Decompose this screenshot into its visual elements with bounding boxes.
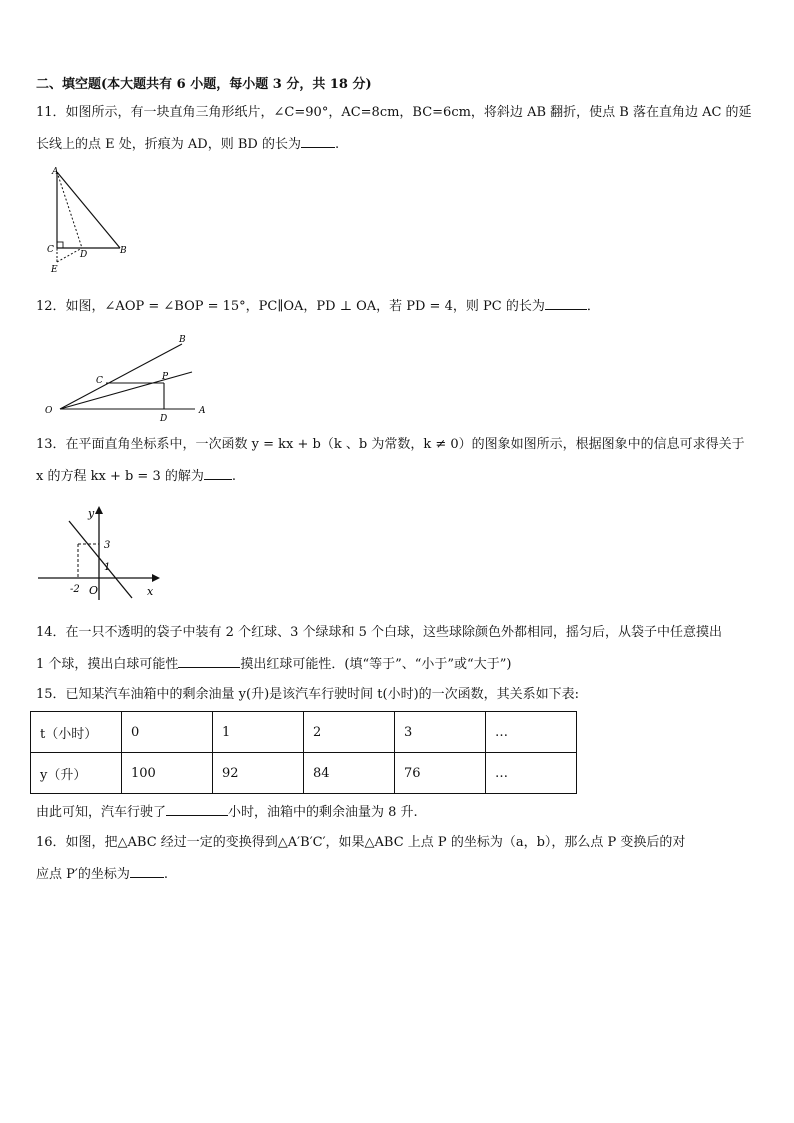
q11-line2: [36, 135, 339, 154]
q11-label-A: A: [52, 167, 59, 177]
q13-text: x 的方程 kx + b = 3 的解为: [36, 469, 204, 484]
table-cell: 0: [122, 712, 213, 753]
q13-end: .: [231, 469, 236, 484]
q13-figure: [36, 500, 166, 604]
q11-text: 长线上的点 E 处，折痕为 AD，则 BD 的长为: [36, 137, 301, 152]
q11-label-C: C: [47, 245, 54, 255]
q11-figure: [40, 160, 140, 275]
table-cell: 3: [395, 712, 486, 753]
table-cell: 84: [304, 753, 395, 794]
q12-label-C: C: [96, 376, 103, 386]
table-cell: 2: [304, 712, 395, 753]
q14-answer-blank: [178, 655, 240, 668]
table-cell: 1: [213, 712, 304, 753]
q13-line2: [36, 467, 236, 486]
q16-line2: [36, 865, 168, 884]
q12-label-B: B: [179, 335, 186, 345]
q13-label-y: y: [88, 507, 95, 520]
q16-answer-blank: [130, 865, 164, 878]
q11-answer-blank: [301, 135, 335, 148]
q12-line1: [36, 297, 600, 316]
table-row: [31, 753, 577, 794]
q13-label-1: 1: [104, 562, 111, 573]
q11-label-B: B: [120, 246, 127, 256]
table-row: [31, 712, 577, 753]
q12-label-P: P: [162, 372, 169, 382]
q16-end: .: [163, 867, 168, 882]
q12-label-A: A: [199, 406, 206, 416]
section-title: 二、填空题(本大题共有 6 小题，每小题 3 分，共 18 分): [36, 77, 372, 92]
q13-label-x: x: [147, 585, 154, 598]
q13-line1: 13．在平面直角坐标系中，一次函数 y = kx + b（k 、b 为常数，k ≠ 0）的图象如图所示，根据图象中的信息可求得关于: [36, 437, 745, 452]
table-cell: 100: [122, 753, 213, 794]
q12-figure: [40, 330, 220, 422]
q11-end: .: [334, 137, 340, 152]
q13-answer-blank: [204, 467, 232, 480]
q16-text: 应点 P′的坐标为: [36, 867, 130, 882]
q12-text: 12．如图，∠AOP = ∠BOP = 15°，PC∥OA，PD ⊥ OA，若 PD = 4，则 PC 的长为: [36, 299, 545, 314]
table-cell: …: [486, 753, 577, 794]
q13-label-origin: O: [89, 584, 99, 597]
q14-line2: [36, 655, 511, 674]
q15-text-a: 由此可知，汽车行驶了: [36, 805, 167, 820]
table-cell: y（升）: [31, 753, 122, 794]
q11-label-E: E: [51, 265, 58, 275]
q15-text-b: 小时，油箱中的剩余油量为 8 升.: [228, 805, 418, 820]
q16-line1: 16．如图，把△ABC 经过一定的变换得到△A′B′C′，如果△ABC 上点 P 的坐标为（a，b），那么点 P 变换后的对: [36, 835, 686, 850]
q12-label-O: O: [45, 406, 53, 416]
table-cell: …: [486, 712, 577, 753]
q15-answer-blank: [166, 803, 228, 816]
q15-line1: 15．已知某汽车油箱中的剩余油量 y(升)是该汽车行驶时间 t(小时)的一次函数，其关系如下表:: [36, 687, 580, 702]
q12-answer-blank: [545, 297, 587, 310]
q14-line1: 14．在一只不透明的袋子中装有 2 个红球、3 个绿球和 5 个白球，这些球除颜色外都相同，摇匀后，从袋子中任意摸出: [36, 625, 723, 640]
q11-line1: 11．如图所示，有一块直角三角形纸片，∠C=90°，AC=8cm，BC=6cm，将斜边 AB 翻折，使点 B 落在直角边 AC 的延: [36, 105, 752, 120]
q14-text-b: 摸出红球可能性．(填“等于”、“小于”或“大于”): [240, 657, 512, 672]
q11-label-D: D: [80, 250, 88, 260]
q13-label-neg2: -2: [70, 584, 80, 595]
q13-label-3: 3: [104, 540, 111, 551]
q15-line2: [36, 803, 418, 822]
table-cell: 92: [213, 753, 304, 794]
q15-table: [30, 711, 577, 794]
table-cell: t（小时）: [31, 712, 122, 753]
table-cell: 76: [395, 753, 486, 794]
q14-text-a: 1 个球，摸出白球可能性: [36, 657, 179, 672]
q12-end: ．: [586, 299, 600, 314]
q12-label-D: D: [160, 414, 168, 422]
